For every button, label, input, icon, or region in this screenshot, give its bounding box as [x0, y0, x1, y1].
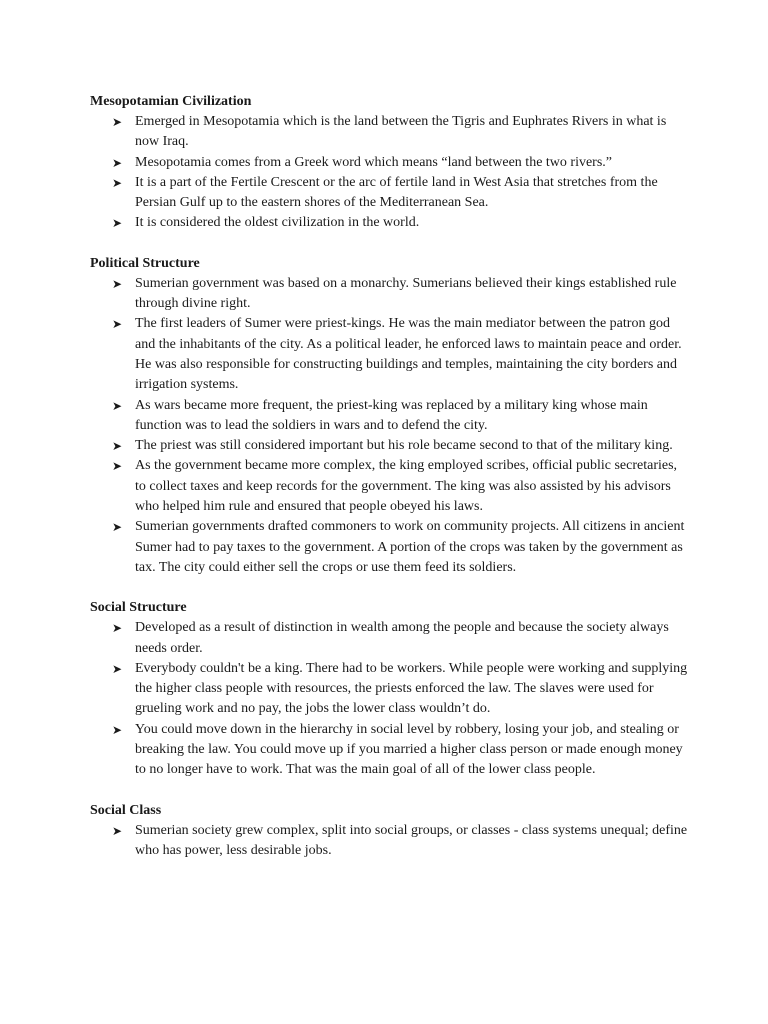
list-item-text: It is considered the oldest civilization in the world.	[135, 215, 420, 231]
bullet-list	[90, 274, 690, 578]
list-item	[90, 659, 690, 720]
document-page	[90, 92, 690, 881]
list-item	[90, 436, 690, 456]
bullet-list	[90, 618, 690, 780]
list-item-text: Sumerian society grew complex, split into social groups, or classes - class systems unequal; define who has power, less desirable jobs.	[135, 822, 688, 858]
section-social-structure	[90, 598, 690, 780]
arrow-bullet-icon: ➤	[112, 175, 123, 190]
list-item-text: Emerged in Mesopotamia which is the land between the Tigris and Euphrates Rivers in what is now Iraq.	[135, 114, 667, 150]
arrow-bullet-icon: ➤	[112, 398, 123, 413]
arrow-bullet-icon: ➤	[112, 115, 123, 129]
bullet-list	[90, 112, 690, 234]
list-item-text: The priest was still considered important but his role became second to that of the military king.	[135, 438, 673, 454]
arrow-bullet-icon: ➤	[112, 276, 123, 291]
section-heading: Social Class	[90, 802, 162, 818]
list-item-text: Everybody couldn't be a king. There had to be workers. While people were working and supplying the higher class people with resources, the priests enforced the law. The slaves were used for grueling work and no pay, the jobs the lower class wouldn’t do.	[135, 660, 688, 717]
list-item	[90, 112, 690, 153]
list-item	[90, 213, 690, 233]
list-item-text: Developed as a result of distinction in wealth among the people and because the society always needs order.	[135, 620, 669, 656]
arrow-bullet-icon: ➤	[112, 459, 123, 474]
section-heading: Political Structure	[90, 255, 200, 271]
list-item	[90, 456, 690, 517]
bullet-list	[90, 821, 690, 862]
list-item	[90, 396, 690, 437]
list-item-text: It is a part of the Fertile Crescent or the arc of fertile land in West Asia that stretches from the Persian Gulf up to the eastern shores of the Mediterranean Sea.	[135, 174, 658, 211]
list-item-text: The first leaders of Sumer were priest-kings. He was the main mediator between the patron god and the inhabitants of the city. As a political leader, he enforced laws to maintain peace and order. He was also responsible for constructing buildings and temples, maintaining the city borders and irrigation systems.	[135, 316, 682, 393]
list-item	[90, 173, 690, 214]
list-item	[90, 821, 690, 862]
list-item-text: Mesopotamia comes from a Greek word which means “land between the two rivers.”	[135, 154, 613, 170]
list-item-text: Sumerian government was based on a monarchy. Sumerians believed their kings established rule through divine right.	[135, 275, 677, 312]
list-item	[90, 274, 690, 315]
arrow-bullet-icon: ➤	[112, 722, 123, 737]
arrow-bullet-icon: ➤	[112, 216, 123, 231]
list-item	[90, 517, 690, 578]
arrow-bullet-icon: ➤	[112, 317, 123, 332]
arrow-bullet-icon: ➤	[112, 155, 123, 170]
list-item-text: Sumerian governments drafted commoners to work on community projects. All citizens in ancient Sumer had to pay taxes to the government. A portion of the crops was taken by the government as tax. The city could either sell the crops or use them feed its soldiers.	[135, 519, 685, 575]
list-item-text: As the government became more complex, the king employed scribes, official public secretaries, to collect taxes and keep records for the government. The king was also assisted by his advisors who helped him rule and ensured that people obeyed his laws.	[135, 458, 678, 515]
section-heading: Mesopotamian Civilization	[90, 94, 252, 109]
arrow-bullet-icon: ➤	[112, 823, 123, 838]
arrow-bullet-icon: ➤	[112, 439, 123, 454]
section-mesopotamian-civilization	[90, 92, 690, 234]
section-heading: Social Structure	[90, 600, 187, 616]
list-item-text: You could move down in the hierarchy in social level by robbery, losing your job, and stealing or breaking the law. You could move up if you married a higher class person or made enough money to no longer have to work. That was the main goal of all of the lower class people.	[135, 721, 683, 778]
list-item	[90, 720, 690, 781]
section-political-structure	[90, 254, 690, 578]
section-social-class	[90, 801, 690, 862]
list-item-text: As wars became more frequent, the priest-king was replaced by a military king whose main function was to lead the soldiers in wars and to defend the city.	[135, 397, 648, 433]
arrow-bullet-icon: ➤	[112, 621, 123, 636]
list-item	[90, 153, 690, 173]
arrow-bullet-icon: ➤	[112, 520, 123, 535]
list-item	[90, 618, 690, 659]
arrow-bullet-icon: ➤	[112, 661, 123, 676]
list-item	[90, 314, 690, 395]
